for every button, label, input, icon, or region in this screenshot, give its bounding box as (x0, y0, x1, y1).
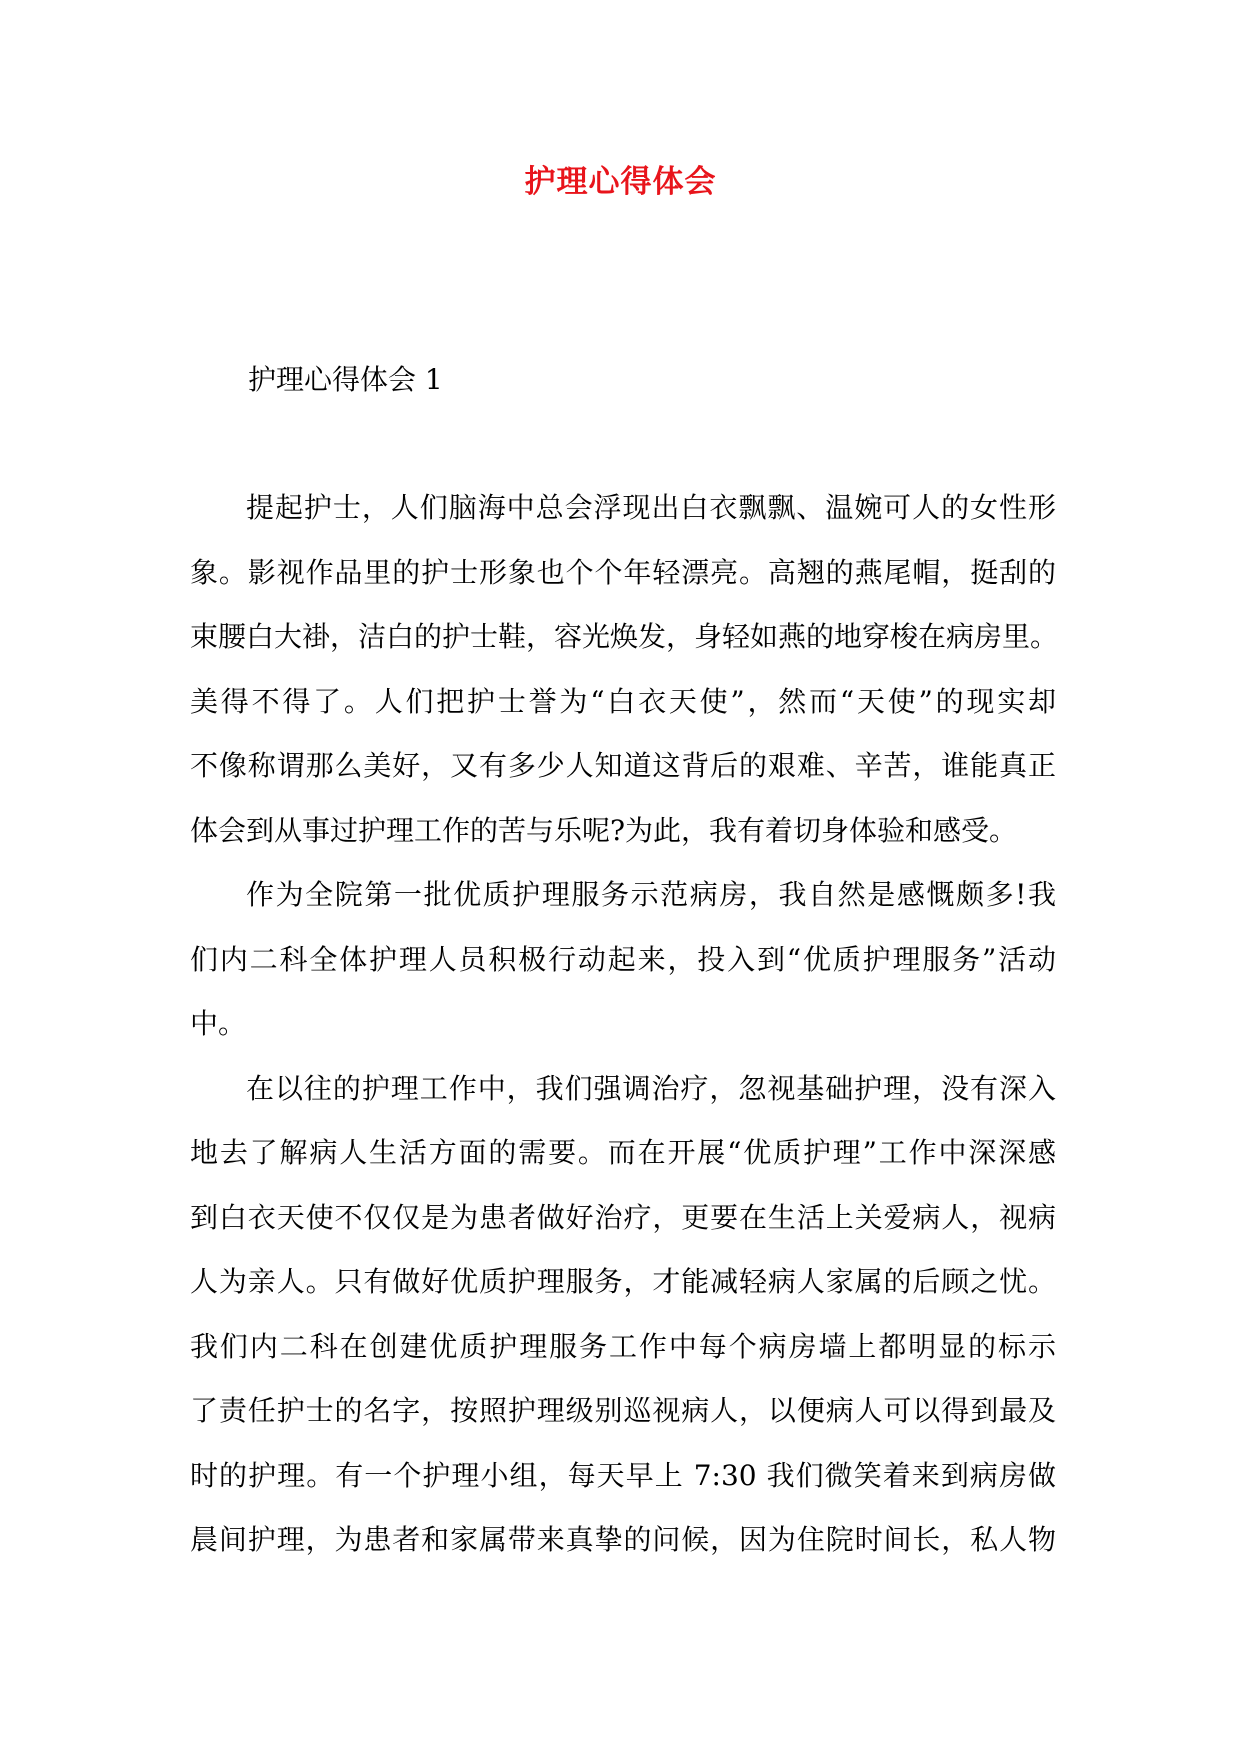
paragraph-line: 提起护士，人们脑海中总会浮现出白衣飘飘、温婉可人的女性形 (246, 491, 1056, 524)
paragraph-line: 了责任护士的名字，按照护理级别巡视病人，以便病人可以得到最及 (190, 1394, 1056, 1427)
paragraph-line: 体会到从事过护理工作的苦与乐呢?为此，我有着切身体验和感受。 (190, 813, 1018, 847)
paragraph-line: 人为亲人。只有做好优质护理服务，才能减轻病人家属的后顾之忧。 (190, 1265, 1056, 1298)
paragraph-line: 作为全院第一批优质护理服务示范病房，我自然是感慨颇多!我 (246, 878, 1056, 911)
paragraph-line: 在以往的护理工作中，我们强调治疗，忽视基础护理，没有深入 (246, 1071, 1056, 1105)
paragraph-line: 们内二科全体护理人员积极行动起来，投入到“优质护理服务”活动 (190, 942, 1056, 976)
paragraph-line: 中。 (190, 1007, 247, 1040)
paragraph-line: 象。影视作品里的护士形象也个个年轻漂亮。高翘的燕尾帽，挺刮的 (190, 555, 1056, 589)
document-title: 护理心得体会 (524, 164, 717, 200)
paragraph-line: 晨间护理，为患者和家属带来真挚的问候，因为住院时间长，私人物 (190, 1523, 1056, 1556)
section-heading: 护理心得体会 1 (248, 363, 443, 396)
paragraph-line: 地去了解病人生活方面的需要。而在开展“优质护理”工作中深深感 (190, 1136, 1056, 1169)
paragraph-line: 束腰白大褂，洁白的护士鞋，容光焕发，身轻如燕的地穿梭在病房里。 (190, 620, 1059, 653)
paragraph-line: 到白衣天使不仅仅是为患者做好治疗，更要在生活上关爱病人，视病 (190, 1200, 1056, 1234)
paragraph (190, 1069, 1056, 1585)
paragraph (190, 488, 1059, 875)
paragraph (190, 875, 1056, 1069)
paragraph-line: 时的护理。有一个护理小组，每天早上 7:30 我们微笑着来到病房做 (190, 1458, 1056, 1492)
paragraph-line: 我们内二科在创建优质护理服务工作中每个病房墙上都明显的标示 (190, 1329, 1056, 1363)
document-body (190, 488, 1059, 1585)
paragraph-line: 不像称谓那么美好，又有多少人知道这背后的艰难、辛苦，谁能真正 (190, 749, 1056, 782)
paragraph-line: 美得不得了。人们把护士誉为“白衣天使”，然而“天使”的现实却 (190, 684, 1056, 718)
